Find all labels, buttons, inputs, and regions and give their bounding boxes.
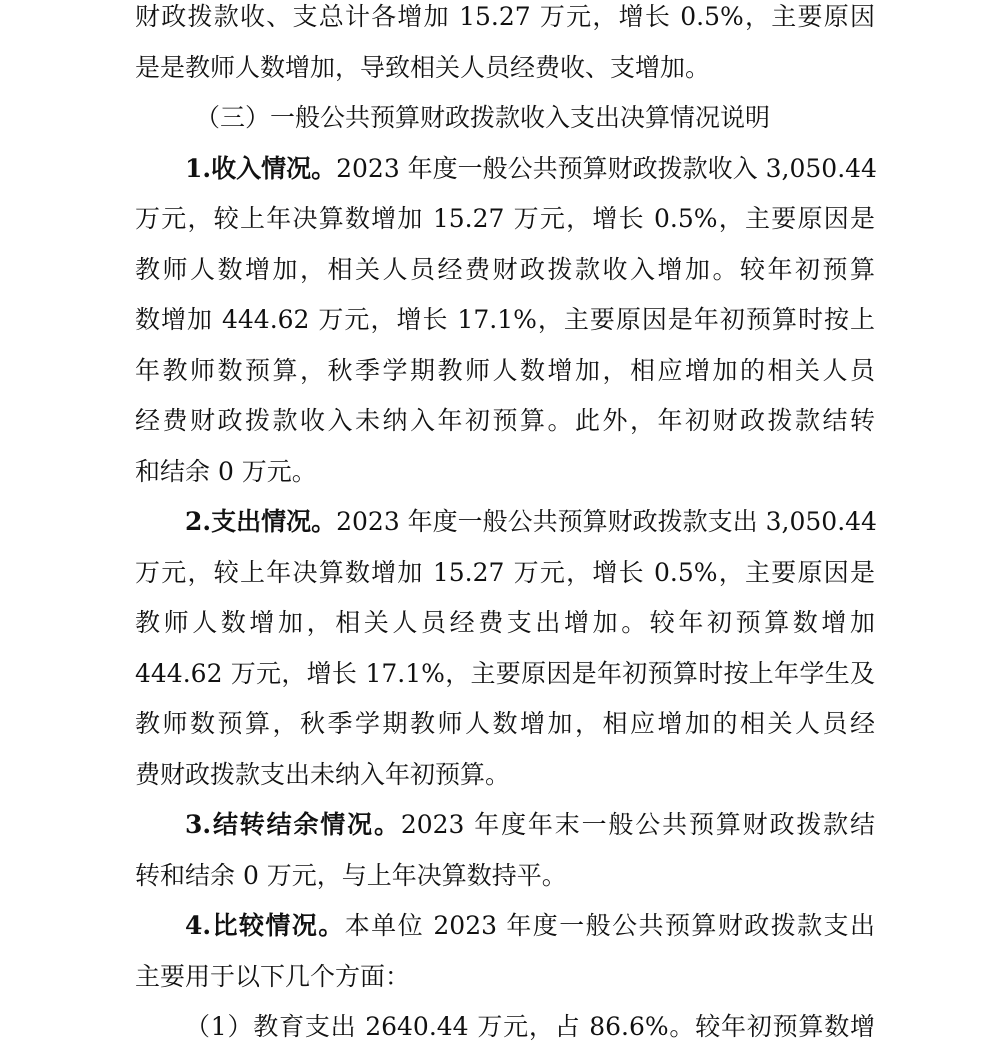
line-text: 万元，较上年决算数增加 15.27 万元，增长 0.5%，主要原因是 (135, 557, 875, 587)
paragraph-heading: 1.收入情况。 (185, 153, 337, 183)
paragraph-heading: 2.支出情况。 (185, 507, 337, 536)
paragraph-line (135, 295, 875, 346)
heading-text: （三）一般公共预算财政拨款收入支出决算情况说明 (195, 103, 771, 132)
paragraph-line (135, 396, 875, 447)
line-text: 万元，较上年决算数增加 15.27 万元，增长 0.5%，主要原因是 (135, 204, 875, 233)
line-text: 教师人数增加，相关人员经费财政拨款收入增加。较年初预算 (135, 254, 875, 284)
paragraph-line (135, 649, 875, 700)
paragraph-line (135, 144, 875, 195)
line-text: 本单位 2023 年度一般公共预算财政拨款支出 (344, 911, 875, 940)
line-text: 费财政拨款支出未纳入年初预算。 (135, 759, 511, 789)
paragraph-line (135, 851, 875, 902)
paragraph-line (135, 245, 875, 296)
paragraph-line (135, 43, 875, 94)
line-text: （1）教育支出 2640.44 万元，占 86.6%。较年初预算数增 (185, 1012, 875, 1041)
paragraph-heading: 4.比较情况。 (185, 911, 345, 940)
paragraph-line (135, 598, 875, 649)
paragraph-line (135, 194, 875, 245)
paragraph-line (135, 497, 875, 548)
line-text: 2023 年度一般公共预算财政拨款收入 3,050.44 (336, 153, 877, 183)
line-text: 教师人数增加，相关人员经费支出增加。较年初预算数增加 (135, 608, 875, 637)
line-text: 和结余 0 万元。 (135, 456, 317, 486)
line-text: 经费财政拨款收入未纳入年初预算。此外，年初财政拨款结转 (135, 406, 875, 435)
line-text: 财政拨款收、支总计各增加 15.27 万元，增长 0.5%，主要原因 (135, 2, 875, 31)
line-text: 转和结余 0 万元，与上年决算数持平。 (135, 860, 567, 890)
paragraph-line (135, 548, 875, 599)
paragraph-line (135, 952, 875, 1003)
line-text: 数增加 444.62 万元，增长 17.1%，主要原因是年初预算时按上 (135, 305, 875, 334)
paragraph-line (135, 1002, 875, 1053)
paragraph-line (135, 699, 875, 750)
section-heading (135, 93, 875, 144)
paragraph-line (135, 750, 875, 801)
paragraph-line (135, 0, 875, 43)
paragraph-line (135, 800, 875, 851)
line-text: 是是教师人数增加，导致相关人员经费收、支增加。 (135, 52, 711, 82)
line-text: 2023 年度年末一般公共预算财政拨款结 (400, 810, 875, 839)
document-page (135, 0, 875, 1053)
line-text: 教师数预算，秋季学期教师人数增加，相应增加的相关人员经 (135, 709, 875, 738)
line-text: 444.62 万元，增长 17.1%，主要原因是年初预算时按上年学生及 (135, 658, 875, 688)
paragraph-line (135, 346, 875, 397)
line-text: 主要用于以下几个方面： (135, 961, 411, 991)
line-text: 2023 年度一般公共预算财政拨款支出 3,050.44 (336, 507, 877, 536)
line-text: 年教师数预算，秋季学期教师人数增加，相应增加的相关人员 (135, 355, 875, 385)
paragraph-line (135, 901, 875, 952)
paragraph-heading: 3.结转结余情况。 (185, 810, 401, 839)
paragraph-line (135, 447, 875, 498)
